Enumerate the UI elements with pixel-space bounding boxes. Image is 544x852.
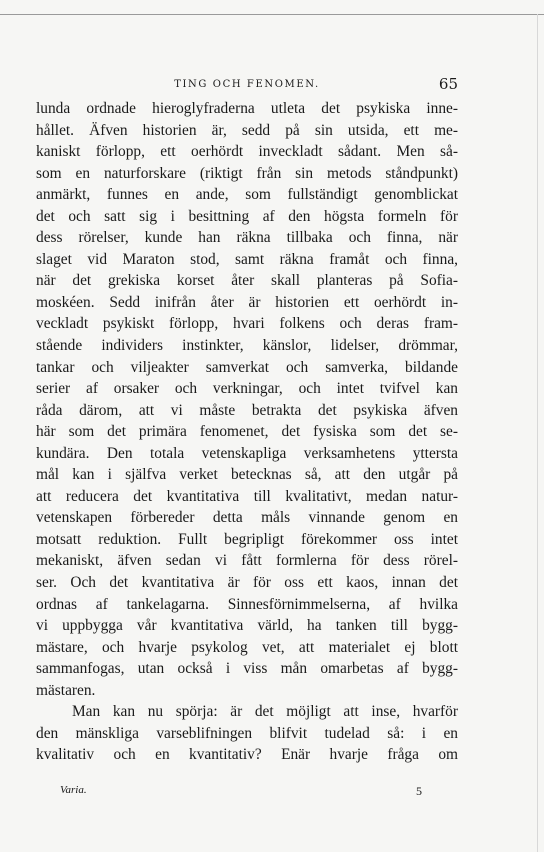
text-line: mål kan i själfva verket betecknas så, att den utgår på [36,466,458,484]
text-line: tankar och viljeakter samverkat och samverka, bildande [36,358,458,376]
text-line: stående individers instinkter, känslor, lidelser, drömmar, [36,337,458,355]
top-rule [0,14,544,15]
text-line: mästare, och hvarje psykolog vet, att materialet ej blott [36,638,458,656]
text-line: kundära. Den totala vetenskapliga verksamhetens yttersta [36,444,458,462]
text-line: mästaren. [36,681,96,699]
running-title: TING OCH FENOMEN. [174,79,320,90]
text-line: när det grekiska korset åter skall planteras på Sofia- [36,272,458,290]
text-line: anmärkt, funnes en ande, som fullständigt genomblickat [36,186,458,204]
text-line: ser. Och det kvantitativa är för oss ett kaos, innan det [36,574,458,592]
text-line: veckladt psykiskt förlopp, hvari folkens och deras fram- [36,315,458,333]
text-line: det och satt sig i besittning af den högsta formeln för [36,207,458,225]
sheet-number: 5 [416,784,422,798]
text-line: dess rörelser, kunde han räkna tillbaka och finna, när [36,229,458,247]
text-line: vi uppbygga vår kvantitativa värld, ha tanken till bygg- [36,617,458,635]
text-line: råda därom, att vi måste betrakta det psykiska äfven [36,401,458,419]
text-line: serier af orsaker och verkningar, och intet tvifvel kan [36,380,458,398]
signature-mark: Varia. [60,784,87,796]
running-head [36,77,458,93]
text-line: vetenskapen förbereder detta måls vinnande genom en [36,509,458,527]
text-line: Man kan nu spörja: är det möjligt att inse, hvarför [72,703,458,721]
text-line: motsatt reduktion. Fullt begripligt förekommer oss intet [36,530,458,548]
page-number: 65 [438,75,458,93]
body-text [36,98,458,766]
text-line: moskéen. Sedd inifrån åter är historien ett oerhördt in- [36,293,458,311]
text-line: här som det primära fenomenet, det fysiska som det se- [36,423,458,441]
text-line: som en naturforskare (riktigt från sin metods ståndpunkt) [36,164,458,182]
text-line: mekaniskt, äfven sedan vi fått formlerna för dess rörel- [36,552,458,570]
page-footer [36,782,458,800]
text-line: sammanfogas, utan också i viss mån omarbetas af bygg- [36,660,458,678]
text-line: slaget vid Maraton stod, samt räkna framåt och finna, [36,250,458,268]
text-line: den mänskliga varseblifningen blifvit tudelad så: i en [36,724,458,742]
text-line: att reducera det kvantitativa till kvalitativt, medan natur- [36,487,458,505]
text-line: lunda ordnade hieroglyfraderna utleta det psykiska inne- [36,100,458,117]
page-edge [537,14,538,852]
text-line: hållet. Äfven historien är, sedd på sin utsida, ett me- [36,121,458,139]
text-line: kvalitativ och en kvantitativ? Enär hvarje fråga om [36,746,458,764]
text-line: ordnas af tankelagarna. Sinnesförnimmelserna, af hvilka [36,595,458,613]
text-line: kaniskt förlopp, ett oerhördt inveckladt sådant. Men så- [36,143,458,161]
